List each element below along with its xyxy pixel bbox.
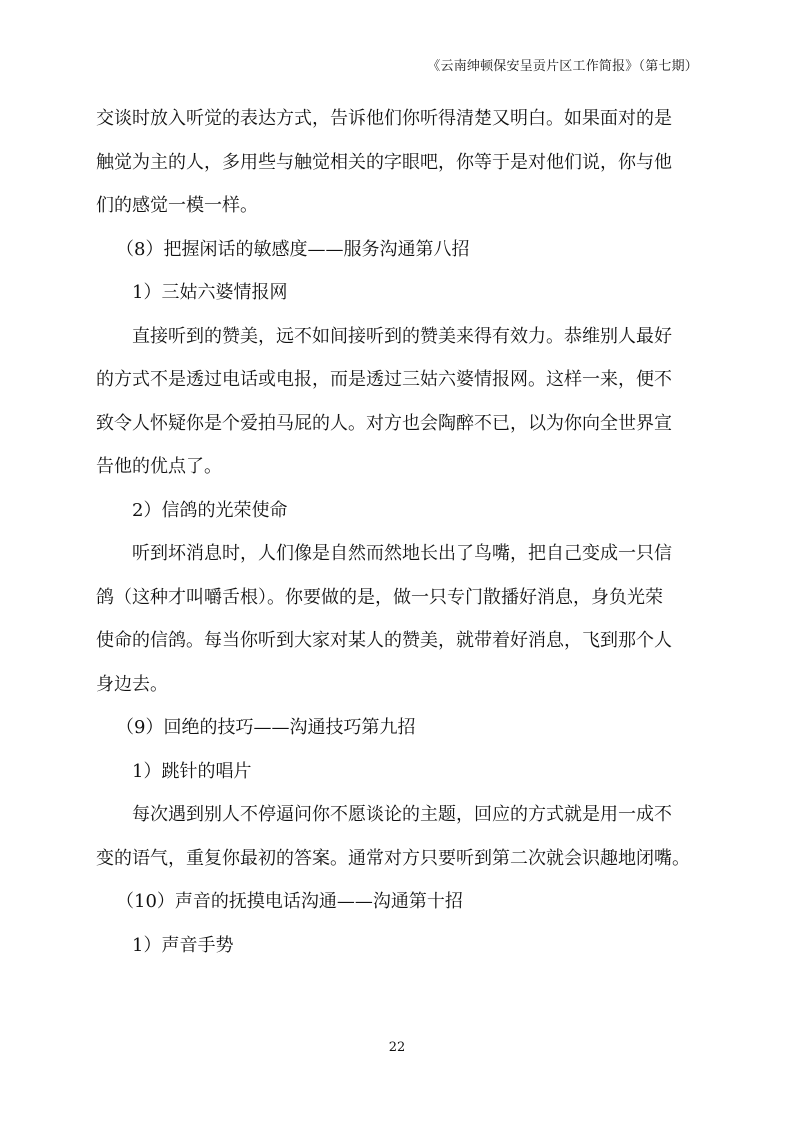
text-line: 交谈时放入听觉的表达方式，告诉他们你听得清楚又明白。如果面对的是 <box>96 108 672 129</box>
section-heading: （10）声音的抚摸电话沟通——沟通第十招 <box>116 891 463 912</box>
subsection-heading: 1）三姑六婆情报网 <box>132 282 288 303</box>
text-line: 鸽（这种才叫嚼舌根）。你要做的是，做一只专门散播好消息，身负光荣 <box>96 586 663 608</box>
text-line: 们的感觉一模一样。 <box>96 195 258 216</box>
page-header: 《云南绅顿保安呈贡片区工作简报》（第七期） <box>427 59 698 74</box>
text-line: 使命的信鸽。每当你听到大家对某人的赞美，就带着好消息，飞到那个人 <box>96 630 672 651</box>
subsection-heading: 1）声音手势 <box>132 934 234 956</box>
subsection-heading: 2）信鸽的光荣使命 <box>132 499 288 521</box>
text-line: 直接听到的赞美，远不如间接听到的赞美来得有效力。恭维别人最好 <box>132 325 672 347</box>
text-line: 身边去。 <box>96 673 168 695</box>
page-number: 22 <box>388 1040 406 1055</box>
text-line: 告他的优点了。 <box>96 456 222 477</box>
text-line: 听到坏消息时，人们像是自然而然地长出了鸟嘴，把自己变成一只信 <box>132 543 672 564</box>
text-line: 触觉为主的人，多用些与触觉相关的字眼吧，你等于是对他们说，你与他 <box>96 151 672 173</box>
text-line: 的方式不是透过电话或电报，而是透过三姑六婆情报网。这样一来，便不 <box>96 369 672 390</box>
document-body <box>96 97 706 967</box>
section-heading: （8）把握闲话的敏感度——服务沟通第八招 <box>116 238 470 260</box>
subsection-heading: 1）跳针的唱片 <box>132 760 252 782</box>
text-line: 每次遇到别人不停逼问你不愿谈论的主题，回应的方式就是用一成不 <box>132 804 672 825</box>
section-heading: （9）回绝的技巧——沟通技巧第九招 <box>116 717 416 738</box>
text-line: 变的语气，重复你最初的答案。通常对方只要听到第二次就会识趣地闭嘴。 <box>96 847 690 869</box>
text-line: 致令人怀疑你是个爱拍马屁的人。对方也会陶醉不已，以为你向全世界宣 <box>96 412 672 434</box>
